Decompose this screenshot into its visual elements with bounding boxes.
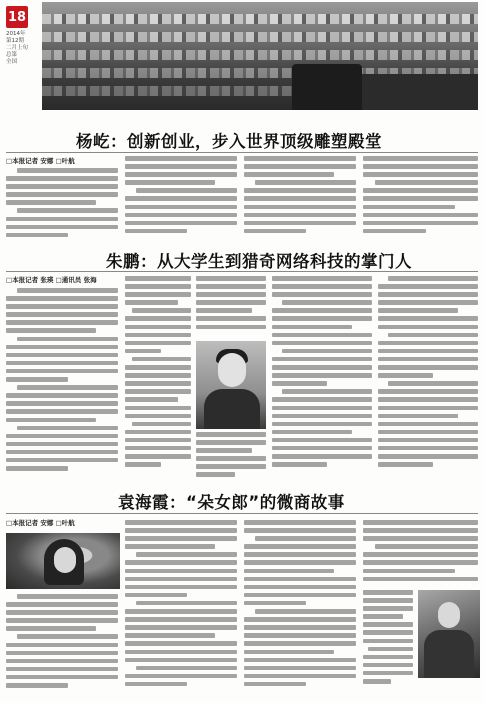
byline-story-3: □本报记者 安娜 □叶航 bbox=[6, 519, 75, 527]
story-3-column-4 bbox=[363, 520, 478, 586]
issue-line: 全国 bbox=[6, 59, 18, 65]
headline-story-1: 杨屹：创新创业，步入世界顶级雕塑殿堂 bbox=[76, 132, 382, 151]
story-2-column-2c bbox=[196, 432, 266, 484]
headline-rule bbox=[6, 513, 478, 514]
story-1-column-2 bbox=[125, 156, 237, 242]
story-2-column-2b bbox=[196, 276, 266, 338]
headline-rule bbox=[6, 152, 478, 153]
story-3-column-2 bbox=[125, 520, 237, 698]
issue-line: 2014年 bbox=[6, 31, 26, 37]
story-3-column-1 bbox=[6, 594, 118, 698]
top-photo-parking-lot bbox=[42, 2, 478, 110]
issue-line: 二月上旬 bbox=[6, 45, 29, 51]
story-1-column-3 bbox=[244, 156, 356, 242]
portrait-photo-right bbox=[418, 590, 480, 678]
story-3-column-3 bbox=[244, 520, 356, 698]
byline-story-2: □本报记者 张瑛 □通讯员 张海 bbox=[6, 276, 97, 284]
story-3-column-4b bbox=[363, 590, 413, 698]
story-2-column-2 bbox=[125, 276, 191, 484]
portrait-photo-woman bbox=[6, 533, 120, 589]
byline-story-1: □本报记者 安娜 □叶航 bbox=[6, 157, 75, 165]
story-2-column-4 bbox=[378, 276, 478, 484]
headline-rule bbox=[6, 271, 478, 272]
page-number: 18 bbox=[6, 6, 28, 28]
portrait-photo-man bbox=[196, 341, 266, 429]
story-2-column-1 bbox=[6, 288, 118, 484]
story-1-column-4 bbox=[363, 156, 478, 242]
issue-info bbox=[6, 31, 46, 66]
issue-line: 总第 bbox=[6, 52, 18, 58]
story-1-column-1 bbox=[6, 168, 118, 242]
story-2-column-3 bbox=[272, 276, 372, 484]
headline-story-3: 袁海霞：“朵女郎”的微商故事 bbox=[118, 493, 345, 512]
issue-line: 第12期 bbox=[6, 38, 24, 44]
headline-story-2: 朱鹏：从大学生到猎奇网络科技的掌门人 bbox=[106, 252, 412, 271]
